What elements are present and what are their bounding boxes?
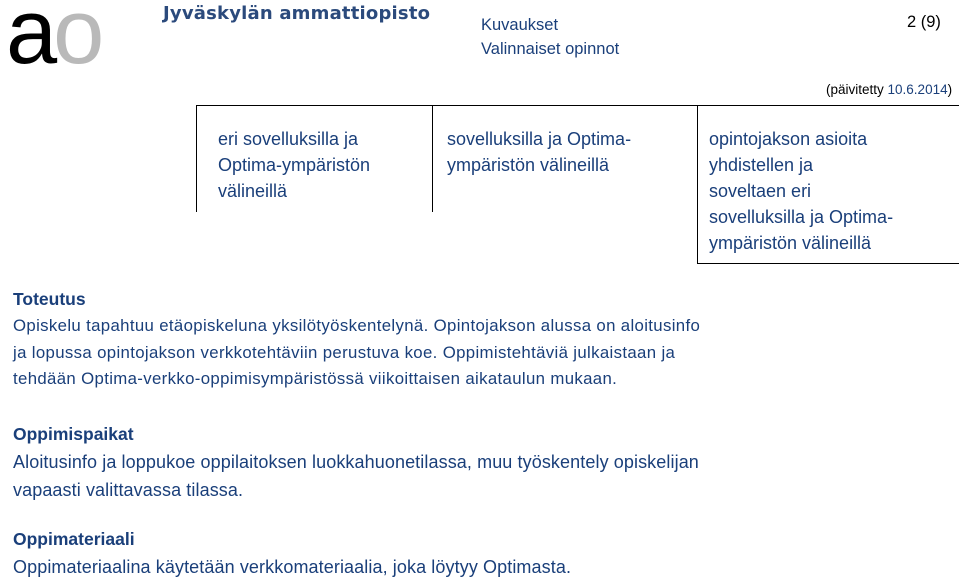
updated-date xyxy=(826,82,952,97)
cell-line: sovelluksilla ja Optima- xyxy=(709,207,894,227)
table-cell-col2 xyxy=(447,126,631,178)
cell-line: yhdistellen ja xyxy=(709,155,814,175)
table-left-border xyxy=(196,105,197,212)
table-cell-col3 xyxy=(709,126,893,256)
cell-line: ympäristön välineillä xyxy=(709,233,872,253)
logo-letter-o: o xyxy=(53,0,101,83)
paragraph-line: Aloitusinfo ja loppukoe oppilaitoksen luokkahuonetilassa, muu työskentely opiskelijan xyxy=(13,452,699,472)
table-top-border xyxy=(196,105,959,106)
section-text-toteutus xyxy=(13,313,953,393)
cell-line: opintojakson asioita xyxy=(709,129,868,149)
cell-line: eri sovelluksilla ja xyxy=(218,129,359,149)
table-bottom-border xyxy=(697,263,959,264)
document-title-line-1: Kuvaukset xyxy=(481,16,559,34)
updated-prefix: (päivitetty xyxy=(826,82,888,97)
document-title-line-2: Valinnaiset opinnot xyxy=(481,40,620,58)
table-column-divider-2 xyxy=(697,105,698,263)
section-text-oppimateriaali xyxy=(13,553,953,581)
paragraph-line: ja lopussa opintojakson verkkotehtäviin perustuva koe. Oppimistehtäviä julkaistaan ja xyxy=(13,342,676,362)
updated-date-value: 10.6.2014 xyxy=(887,82,948,97)
section-heading-oppimateriaali: Oppimateriaali xyxy=(13,529,135,549)
paragraph-line: Oppimateriaalina käytetään verkkomateriaalia, joka löytyy Optimasta. xyxy=(13,557,572,577)
table-cell-col1 xyxy=(218,126,370,204)
updated-suffix: ) xyxy=(947,82,953,97)
cell-line: välineillä xyxy=(218,181,288,201)
section-heading-oppimispaikat: Oppimispaikat xyxy=(13,424,134,444)
section-text-oppimispaikat xyxy=(13,448,953,504)
cell-line: ympäristön välineillä xyxy=(447,155,610,175)
table-column-divider-1 xyxy=(432,105,433,212)
logo-letter-a: a xyxy=(6,0,54,83)
section-heading-toteutus: Toteutus xyxy=(13,289,86,309)
cell-line: Optima-ympäristön xyxy=(218,155,371,175)
document-title xyxy=(481,13,619,61)
paragraph-line: tehdään Optima-verkko-oppimisympäristössä viikoittaisen aikataulun mukaan. xyxy=(13,369,618,388)
logo xyxy=(6,0,101,83)
cell-line: soveltaen eri xyxy=(709,181,812,201)
paragraph-line: Opiskelu tapahtuu etäopiskeluna yksilötyöskentelynä. Opintojakson alussa on aloitusinfo xyxy=(13,316,701,335)
paragraph-line: vapaasti valittavassa tilassa. xyxy=(13,480,244,500)
cell-line: sovelluksilla ja Optima- xyxy=(447,129,632,149)
page-number: 2 (9) xyxy=(907,13,941,31)
organization-name: Jyväskylän ammattiopisto xyxy=(163,3,431,24)
